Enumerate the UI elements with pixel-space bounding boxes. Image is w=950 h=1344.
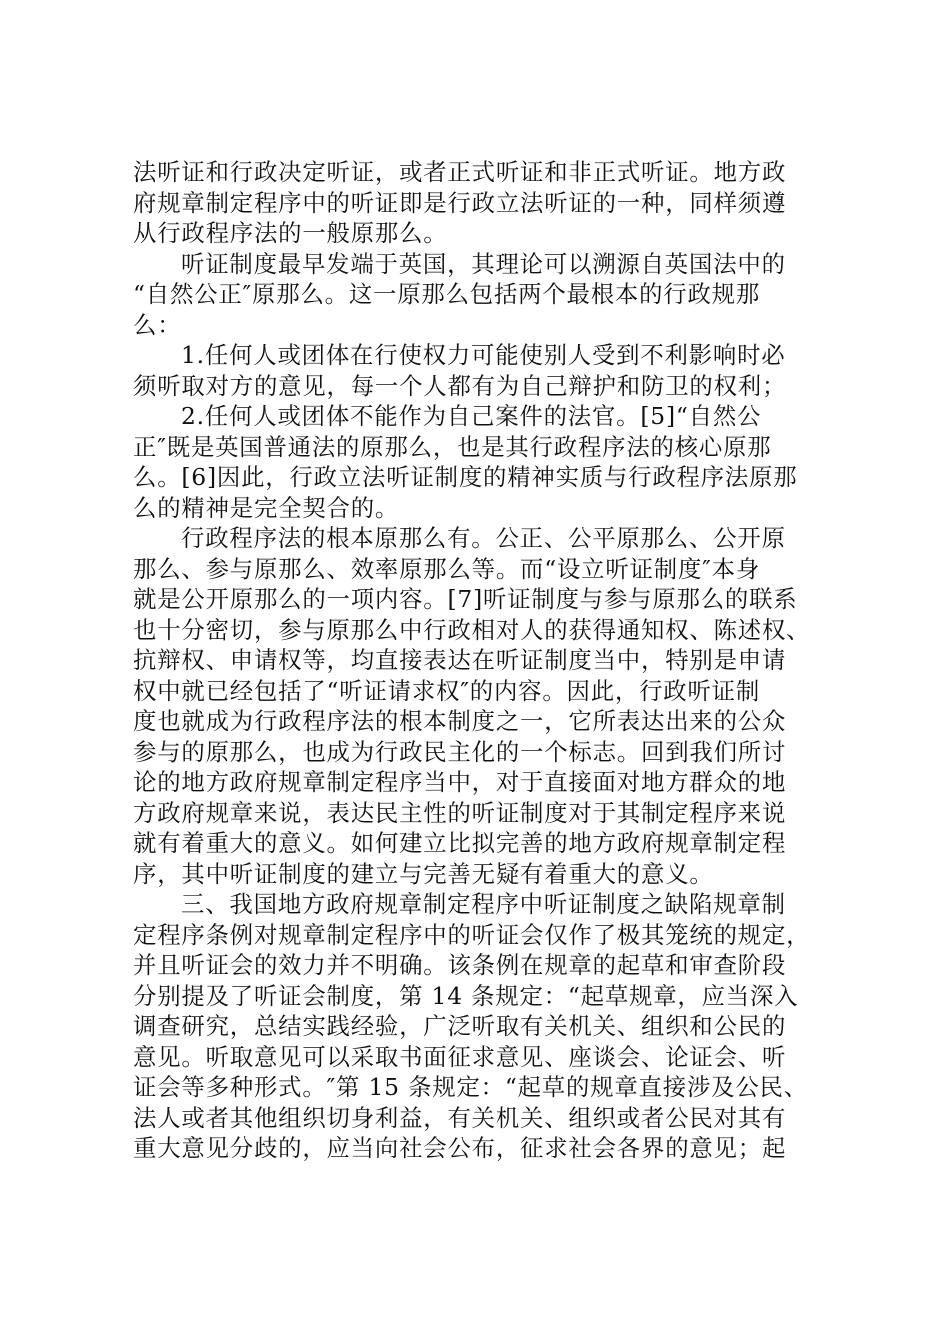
text-line: 么： bbox=[133, 310, 182, 339]
text-line: 法听证和行政决定听证，或者正式听证和非正式听证。地方政 bbox=[133, 158, 787, 186]
text-line: 正″既是英国普通法的原那么，也是其行政程序法的核心原那 bbox=[133, 432, 772, 461]
text-line: 参与的原那么，也成为行政民主化的一个标志。回到我们所讨 bbox=[133, 737, 787, 766]
text-line: 法人或者其他组织切身利益，有关机关、组织或者公民对其有 bbox=[133, 1103, 787, 1132]
text-line: 须听取对方的意见，每一个人都有为自己辩护和防卫的权利； bbox=[133, 371, 787, 400]
text-line: 府规章制定程序中的听证即是行政立法听证的一种，同样须遵 bbox=[133, 188, 787, 217]
text-line: 重大意见分歧的，应当向社会公布，征求社会各界的意见；起 bbox=[133, 1134, 787, 1162]
text-line: 分别提及了听证会制度，第 14 条规定：“起草规章，应当深入 bbox=[133, 981, 799, 1010]
text-line: 就是公开原那么的一项内容。[7]听证制度与参与原那么的联系 bbox=[133, 585, 798, 613]
text-line: 么。[6]因此，行政立法听证制度的精神实质与行政程序法原那 bbox=[133, 463, 798, 491]
text-line: 论的地方政府规章制定程序当中，对于直接面对地方群众的地 bbox=[133, 768, 787, 796]
text-line: 并且听证会的效力并不明确。该条例在规章的起草和审查阶段 bbox=[133, 951, 787, 979]
paragraph-first-line: 三、我国地方政府规章制定程序中听证制度之缺陷规章制 bbox=[181, 890, 786, 918]
text-line: 方政府规章来说，表达民主性的听证制度对于其制定程序来说 bbox=[133, 798, 787, 827]
text-line: 意见。听取意见可以采取书面征求意见、座谈会、论证会、听 bbox=[133, 1042, 787, 1071]
paragraph-first-line: 2.任何人或团体不能作为自己案件的法官。[5]“自然公 bbox=[181, 402, 762, 430]
text-line: 也十分密切，参与原那么中行政相对人的获得通知权、陈述权、 bbox=[133, 615, 811, 644]
text-line: 就有着重大的意义。如何建立比拟完善的地方政府规章制定程 bbox=[133, 829, 787, 857]
text-line: 序，其中听证制度的建立与完善无疑有着重大的意义。 bbox=[133, 859, 714, 888]
text-line: 么的精神是完全契合的。 bbox=[133, 493, 400, 522]
paragraph-first-line: 1.任何人或团体在行使权力可能使别人受到不利影响时必 bbox=[181, 341, 786, 369]
text-line: 度也就成为行政程序法的根本制度之一，它所表达出来的公众 bbox=[133, 707, 787, 735]
document-body bbox=[133, 157, 823, 1164]
text-line: 那么、参与原那么、效率原那么等。而“设立听证制度″本身 bbox=[133, 554, 761, 583]
paragraph-first-line: 听证制度最早发端于英国，其理论可以溯源自英国法中的 bbox=[181, 249, 786, 278]
text-line: 证会等多种形式。″第 15 条规定：“起草的规章直接涉及公民、 bbox=[133, 1073, 808, 1101]
paragraph-first-line: 行政程序法的根本原那么有。公正、公平原那么、公开原 bbox=[181, 524, 786, 552]
text-line: 调查研究，总结实践经验，广泛听取有关机关、组织和公民的 bbox=[133, 1012, 787, 1040]
text-line: “自然公正″原那么。这一原那么包括两个最根本的行政规那 bbox=[133, 280, 761, 308]
text-line: 从行政程序法的一般原那么。 bbox=[133, 219, 448, 247]
text-line: 权中就已经包括了“听证请求权″的内容。因此，行政听证制 bbox=[133, 676, 761, 705]
text-line: 定程序条例对规章制定程序中的听证会仅作了极其笼统的规定， bbox=[133, 920, 811, 949]
text-line: 抗辩权、申请权等，均直接表达在听证制度当中，特别是申请 bbox=[133, 646, 787, 674]
